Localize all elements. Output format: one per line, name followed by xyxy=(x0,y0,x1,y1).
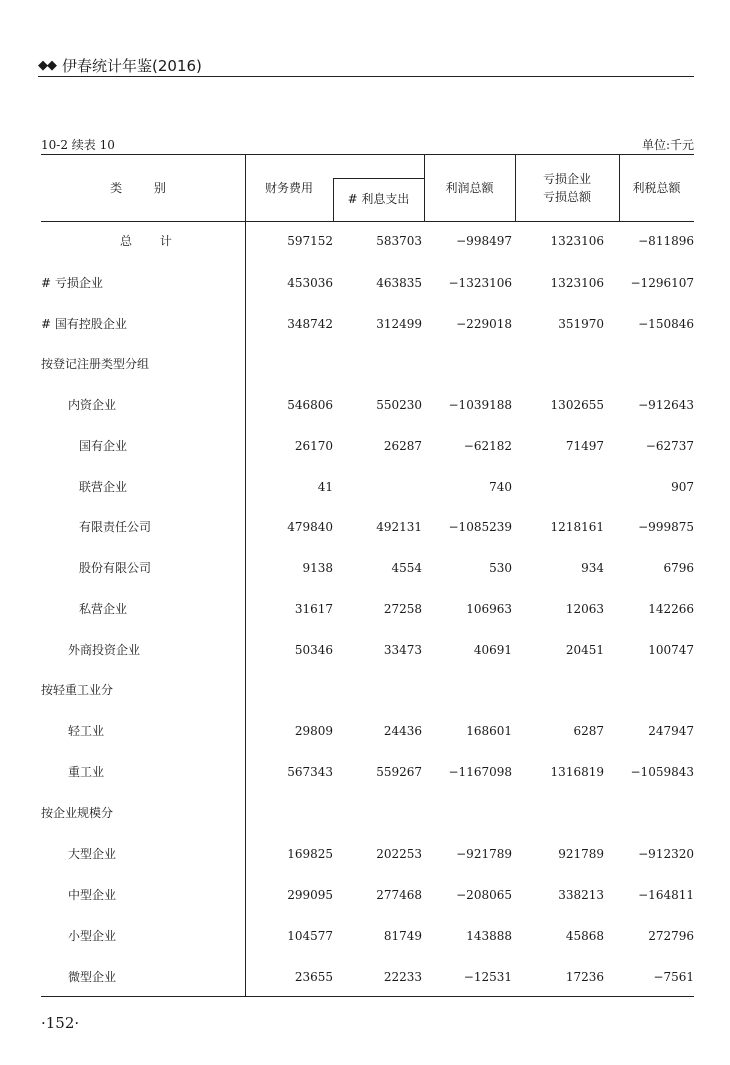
cell-interest: 550230 xyxy=(376,398,422,412)
cell-profit: 40691 xyxy=(473,643,512,657)
row-label: 按轻重工业分 xyxy=(41,683,114,697)
cell-tax: −999875 xyxy=(638,520,694,534)
cell-tax: 247947 xyxy=(648,724,694,738)
table-bottom-rule xyxy=(41,996,694,997)
table-row xyxy=(41,314,694,334)
cell-profit: 143888 xyxy=(466,929,512,943)
cell-finance: 169825 xyxy=(287,847,333,861)
row-label: 总 计 xyxy=(120,234,184,248)
cell-finance: 546806 xyxy=(287,398,333,412)
table-row xyxy=(41,762,694,782)
cell-profit: −208065 xyxy=(456,888,512,902)
table-row xyxy=(41,558,694,578)
cell-finance: 104577 xyxy=(287,929,333,943)
cell-loss: 1323106 xyxy=(550,234,604,248)
cell-interest: 26287 xyxy=(383,439,422,453)
page-number: ·152· xyxy=(41,1014,80,1032)
cell-finance: 479840 xyxy=(287,520,333,534)
cell-tax: −912643 xyxy=(638,398,694,412)
row-label: 重工业 xyxy=(68,765,105,779)
cell-interest: 277468 xyxy=(376,888,422,902)
table-unit: 单位:千元 xyxy=(641,138,694,152)
cell-tax: −1059843 xyxy=(630,765,694,779)
cell-tax: 142266 xyxy=(648,602,694,616)
cell-tax: −164811 xyxy=(638,888,694,902)
cell-loss: 20451 xyxy=(565,643,604,657)
table-row xyxy=(41,231,694,251)
cell-interest: 4554 xyxy=(391,561,422,575)
cell-tax: 100747 xyxy=(648,643,694,657)
cell-loss: 338213 xyxy=(558,888,604,902)
cell-loss: 71497 xyxy=(565,439,604,453)
group-heading xyxy=(41,354,694,374)
cell-interest: 22233 xyxy=(383,970,422,984)
table-id: 10-2 续表 10 xyxy=(41,138,115,152)
row-label: 中型企业 xyxy=(68,888,117,902)
cell-interest: 559267 xyxy=(376,765,422,779)
row-label: # 亏损企业 xyxy=(41,276,103,290)
table-row xyxy=(41,395,694,415)
row-label: # 国有控股企业 xyxy=(41,317,127,331)
cell-interest: 33473 xyxy=(383,643,422,657)
cell-loss: 934 xyxy=(581,561,604,575)
cell-profit: 106963 xyxy=(466,602,512,616)
row-label: 大型企业 xyxy=(68,847,117,861)
cell-tax: 272796 xyxy=(648,929,694,943)
row-label: 股份有限公司 xyxy=(79,561,152,575)
cell-tax: −7561 xyxy=(653,970,694,984)
cell-tax: −62737 xyxy=(645,439,694,453)
cell-profit: −1085239 xyxy=(448,520,512,534)
row-label: 微型企业 xyxy=(68,970,117,984)
table-header-rule xyxy=(41,221,694,222)
cell-profit: 740 xyxy=(489,480,512,494)
yearbook-header xyxy=(38,55,202,76)
cell-interest: 202253 xyxy=(376,847,422,861)
cell-tax: −150846 xyxy=(638,317,694,331)
row-label: 私营企业 xyxy=(79,602,128,616)
row-label: 联营企业 xyxy=(79,480,128,494)
cell-loss: 1218161 xyxy=(550,520,604,534)
cell-tax: −811896 xyxy=(638,234,694,248)
cell-finance: 299095 xyxy=(287,888,333,902)
cell-interest: 27258 xyxy=(383,602,422,616)
cell-profit: −12531 xyxy=(463,970,512,984)
cell-tax: −1296107 xyxy=(630,276,694,290)
cell-finance: 26170 xyxy=(294,439,333,453)
cell-loss: 1302655 xyxy=(550,398,604,412)
cell-interest: 312499 xyxy=(376,317,422,331)
header-rule xyxy=(38,76,694,77)
cell-loss: 12063 xyxy=(565,602,604,616)
cell-finance: 567343 xyxy=(287,765,333,779)
cell-loss: 351970 xyxy=(558,317,604,331)
cell-finance: 41 xyxy=(317,480,333,494)
row-label: 按企业规模分 xyxy=(41,806,114,820)
cell-loss: 45868 xyxy=(565,929,604,943)
cell-profit: −1039188 xyxy=(448,398,512,412)
table-row xyxy=(41,517,694,537)
cell-interest: 463835 xyxy=(376,276,422,290)
header-loss-line1: 亏损企业 xyxy=(542,172,591,186)
table-row xyxy=(41,599,694,619)
cell-tax: −912320 xyxy=(638,847,694,861)
cell-finance: 29809 xyxy=(294,724,333,738)
table-row xyxy=(41,926,694,946)
cell-profit: −62182 xyxy=(463,439,512,453)
row-label: 有限责任公司 xyxy=(79,520,152,534)
row-label: 外商投资企业 xyxy=(68,643,141,657)
cell-tax: 907 xyxy=(671,480,694,494)
cell-finance: 31617 xyxy=(294,602,333,616)
cell-interest: 583703 xyxy=(376,234,422,248)
cell-profit: 168601 xyxy=(466,724,512,738)
row-label: 国有企业 xyxy=(79,439,128,453)
diamond-icon: ◆◆ xyxy=(38,58,56,73)
cell-loss: 17236 xyxy=(565,970,604,984)
cell-profit: 530 xyxy=(489,561,512,575)
cell-tax: 6796 xyxy=(663,561,694,575)
cell-loss: 6287 xyxy=(573,724,604,738)
table-row xyxy=(41,273,694,293)
cell-interest: 24436 xyxy=(383,724,422,738)
cell-loss: 1323106 xyxy=(550,276,604,290)
cell-profit: −1167098 xyxy=(448,765,512,779)
cell-profit: −998497 xyxy=(456,234,512,248)
cell-interest: 492131 xyxy=(376,520,422,534)
header-interest: # 利息支出 xyxy=(347,192,410,206)
header-tax: 利税总额 xyxy=(632,181,681,195)
row-label: 内资企业 xyxy=(68,398,117,412)
header-profit: 利润总额 xyxy=(445,181,494,195)
cell-finance: 453036 xyxy=(287,276,333,290)
row-label: 按登记注册类型分组 xyxy=(41,357,150,371)
subheader-rule xyxy=(333,178,424,179)
row-label: 小型企业 xyxy=(68,929,117,943)
cell-loss: 921789 xyxy=(558,847,604,861)
row-label: 轻工业 xyxy=(68,724,105,738)
cell-profit: −1323106 xyxy=(448,276,512,290)
cell-finance: 9138 xyxy=(302,561,333,575)
cell-finance: 23655 xyxy=(294,970,333,984)
header-finance: 财务费用 xyxy=(264,181,313,195)
cell-finance: 597152 xyxy=(287,234,333,248)
cell-profit: −921789 xyxy=(456,847,512,861)
table-row xyxy=(41,640,694,660)
cell-finance: 50346 xyxy=(294,643,333,657)
cell-loss: 1316819 xyxy=(550,765,604,779)
cell-profit: −229018 xyxy=(456,317,512,331)
cell-finance: 348742 xyxy=(287,317,333,331)
header-category: 类 别 xyxy=(110,181,180,195)
header-loss-line2: 亏损总额 xyxy=(542,190,591,204)
table-row xyxy=(41,477,694,497)
table-row xyxy=(41,436,694,456)
table-top-rule xyxy=(41,154,694,155)
table-row xyxy=(41,721,694,741)
table-row xyxy=(41,967,694,987)
group-heading xyxy=(41,803,694,823)
group-heading xyxy=(41,680,694,700)
table-row xyxy=(41,844,694,864)
table-row xyxy=(41,885,694,905)
cell-interest: 81749 xyxy=(383,929,422,943)
yearbook-title: 伊春统计年鉴(2016) xyxy=(62,57,202,75)
